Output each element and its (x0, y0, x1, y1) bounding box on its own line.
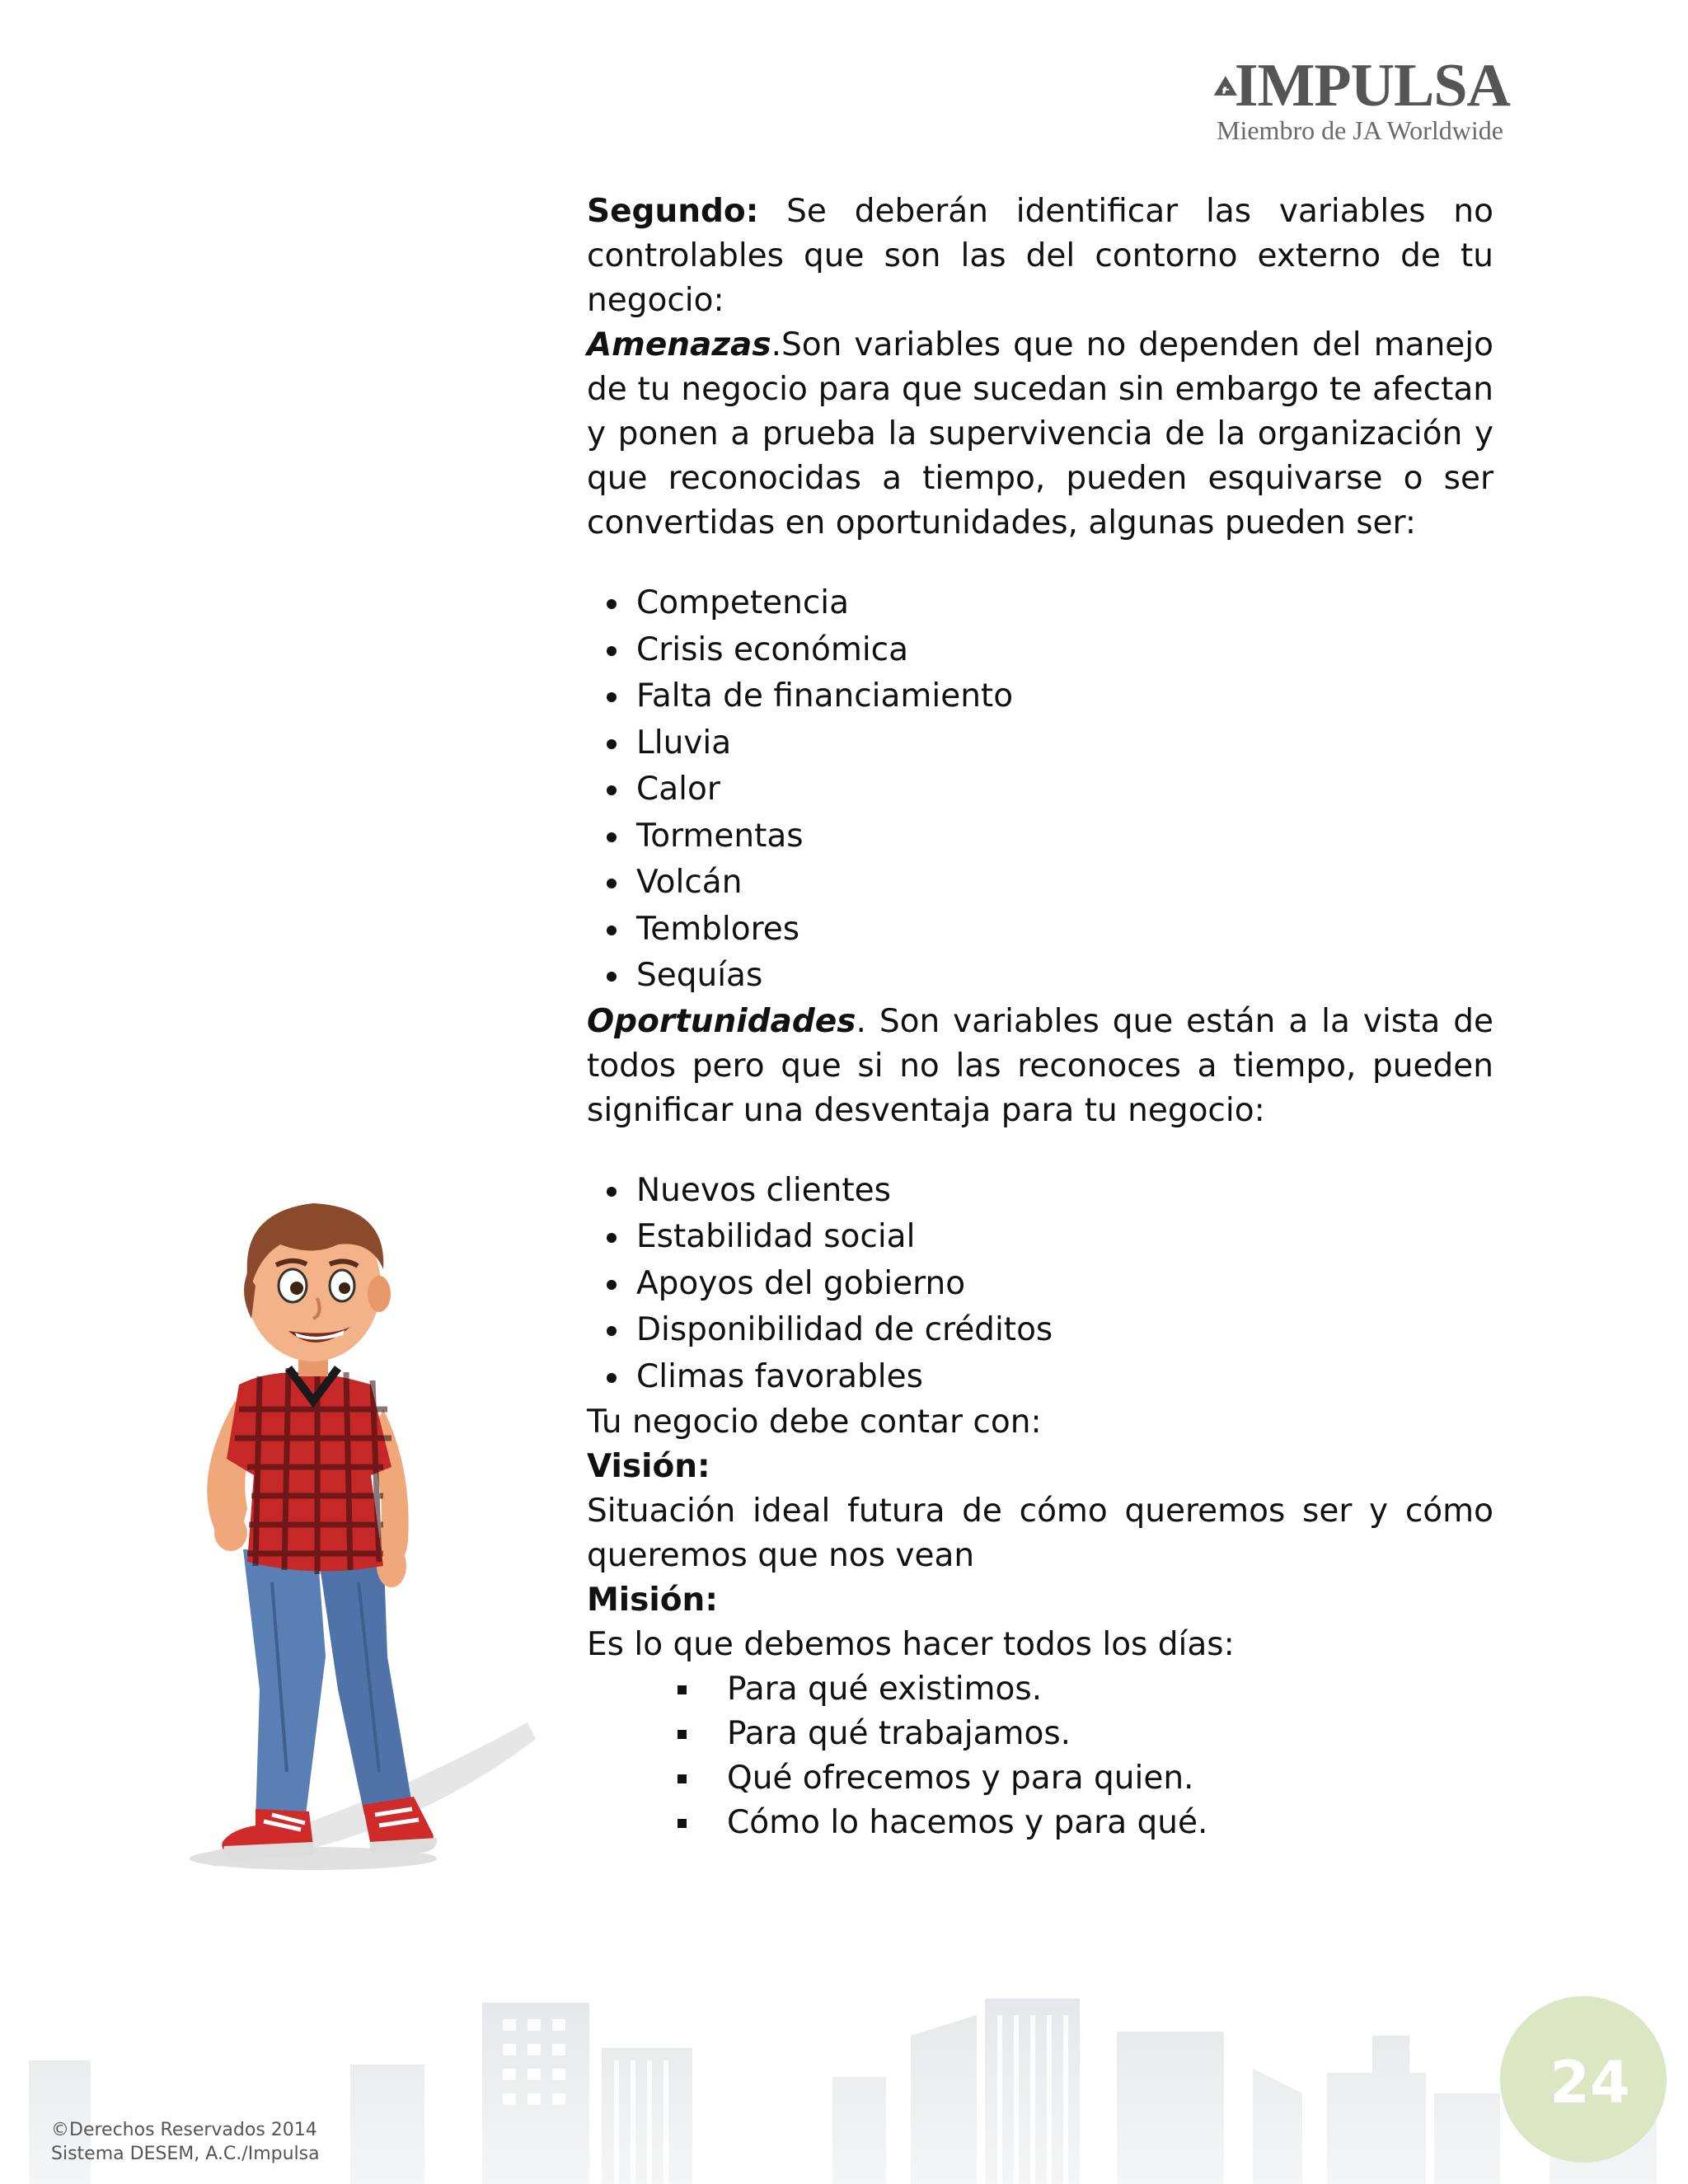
impulsa-logo (1213, 52, 1510, 148)
list-item: Tormentas (603, 813, 1493, 860)
bullet-dot-icon (607, 832, 617, 842)
bullet-dot-icon (607, 692, 617, 702)
bullet-dot-icon (607, 785, 617, 795)
bullet-square-icon (678, 1685, 687, 1694)
bullet-square-icon (678, 1730, 687, 1739)
bullet-dot-icon (607, 1187, 617, 1197)
list-item: Para qué trabajamos. (678, 1712, 1493, 1756)
cartoon-boy-illustration (148, 1195, 544, 1871)
bullet-dot-icon (607, 1373, 617, 1383)
list-item: Competencia (603, 580, 1493, 627)
mision-list (678, 1667, 1493, 1845)
oportunidades-paragraph (587, 1000, 1493, 1133)
list-item: Disponibilidad de créditos (603, 1307, 1493, 1354)
negocio-intro: Tu negocio debe contar con: (587, 1404, 1042, 1441)
oportunidades-text: . Son variables que están a la vista de todos pero que si no las reconoces a tiempo, pueden significar una desventaja para tu negocio: (587, 1002, 1493, 1129)
amenazas-list (603, 580, 1493, 1000)
list-item: Crisis económica (603, 627, 1493, 674)
page-number: 24 (1550, 2049, 1630, 2116)
content-column (587, 190, 1493, 1845)
bullet-square-icon (678, 1774, 687, 1783)
bullet-dot-icon (607, 926, 617, 935)
list-item: Falta de financiamiento (603, 673, 1493, 720)
bullet-dot-icon (607, 1326, 617, 1336)
bullet-square-icon (678, 1819, 687, 1828)
amenazas-paragraph (587, 323, 1493, 546)
bullet-dot-icon (607, 972, 617, 982)
amenazas-text: .Son variables que no dependen del manejo de tu negocio para que sucedan sin embargo te afectan y ponen a prueba la supervivencia de la organización y que reconocidas a tiempo, pueden esquivarse o ser convertidas en oportunidades, algunas pueden ser: (587, 326, 1493, 541)
list-item: Sequías (603, 953, 1493, 1000)
vision-label: Visión: (587, 1448, 710, 1485)
list-item: Lluvia (603, 720, 1493, 767)
list-item: Qué ofrecemos y para quien. (678, 1756, 1493, 1801)
intro-text: Se deberán identificar las variables no controlables que son las del contorno externo de tu negocio: (587, 193, 1493, 319)
amenazas-label: Amenazas (587, 326, 771, 363)
logo-wordmark: IMPULSA (1234, 52, 1510, 120)
bullet-dot-icon (607, 1280, 617, 1290)
list-item: Nuevos clientes (603, 1168, 1493, 1215)
list-item: Estabilidad social (603, 1214, 1493, 1261)
vision-text: Situación ideal futura de cómo queremos ser y cómo queremos que nos vean (587, 1493, 1493, 1574)
bullet-dot-icon (607, 879, 617, 888)
bullet-dot-icon (607, 1233, 617, 1243)
copyright-line: ©Derechos Reservados 2014 (51, 2120, 317, 2140)
logo-tagline: Miembro de JA Worldwide (1217, 115, 1503, 145)
intro-paragraph (587, 190, 1493, 323)
intro-label: Segundo: (587, 193, 759, 230)
mision-text: Es lo que debemos hacer todos los días: (587, 1626, 1235, 1663)
list-item: Calor (603, 766, 1493, 813)
list-item: Climas favorables (603, 1354, 1493, 1401)
bullet-dot-icon (607, 599, 617, 609)
bullet-dot-icon (607, 739, 617, 749)
page-number-badge (1500, 1996, 1667, 2163)
mision-label: Misión: (587, 1582, 718, 1619)
oportunidades-list (603, 1168, 1493, 1401)
copyright-line: Sistema DESEM, A.C./Impulsa (51, 2144, 320, 2164)
oportunidades-label: Oportunidades (587, 1002, 856, 1040)
list-item: Temblores (603, 907, 1493, 954)
list-item: Apoyos del gobierno (603, 1261, 1493, 1308)
list-item: Cómo lo hacemos y para qué. (678, 1801, 1493, 1845)
list-item: Para qué existimos. (678, 1667, 1493, 1712)
bullet-dot-icon (607, 646, 617, 656)
copyright-notice (51, 2118, 320, 2166)
list-item: Volcán (603, 860, 1493, 907)
